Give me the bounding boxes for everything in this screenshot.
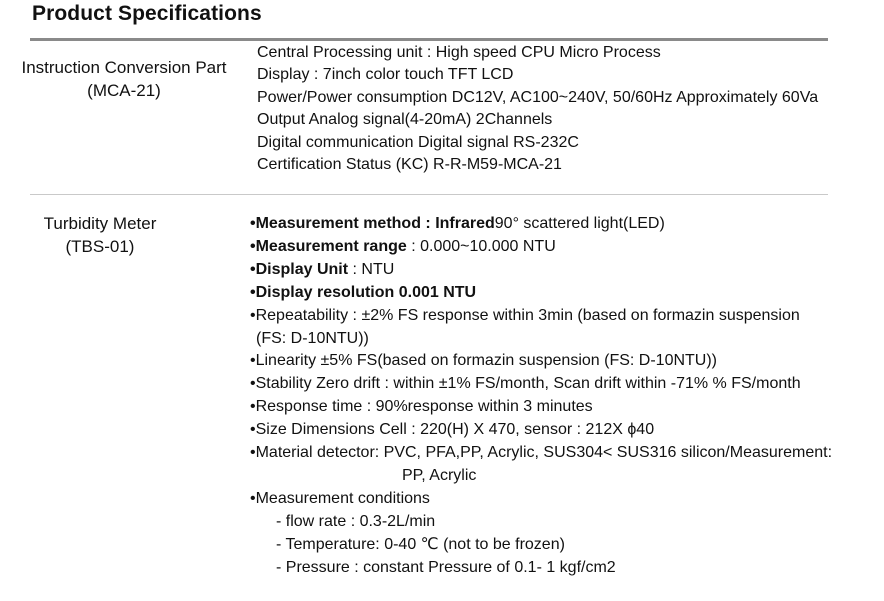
section-divider: [30, 194, 828, 195]
tbs-spec-measurement-method: [250, 213, 832, 236]
tbs-spec-conditions: •Measurement conditions: [250, 489, 430, 507]
mca-section-label: [8, 56, 240, 102]
measurement-method-value: 90° scattered light(LED): [494, 215, 665, 232]
mca-label-line1: Instruction Conversion Part: [21, 58, 227, 77]
tbs-spec-response-time: •Response time : 90%response within 3 minutes: [250, 398, 593, 416]
tbs-spec-size: •Size Dimensions Cell : 220(H) X 470, sensor : 212X ϕ40: [250, 421, 655, 439]
mca-spec-analog-output: Output Analog signal(4-20mA) 2Channels: [257, 111, 553, 129]
mca-spec-certification: Certification Status (KC) R-R-M59-MCA-21: [257, 156, 562, 174]
tbs-spec-linearity: •Linearity ±5% FS(based on formazin suspension (FS: D-10NTU)): [250, 352, 717, 370]
tbs-spec-material-cont: PP, Acrylic: [402, 466, 477, 484]
measurement-method-label: •Measurement method : Infrared: [250, 215, 495, 232]
title-divider: [30, 38, 828, 41]
tbs-section-label: [34, 212, 166, 258]
measurement-range-value: : 0.000~10.000 NTU: [406, 237, 556, 255]
tbs-spec-display-resolution: •Display resolution 0.001 NTU: [250, 283, 477, 301]
tbs-spec-repeatability: •Repeatability : ±2% FS response within 3min (based on formazin suspension: [250, 306, 800, 324]
page-title: Product Specifications: [32, 2, 262, 25]
measurement-range-label: •Measurement range: [250, 237, 407, 255]
tbs-spec-list: [250, 213, 832, 580]
mca-spec-cpu: Central Processing unit : High speed CPU Micro Process: [257, 44, 661, 61]
tbs-spec-display-unit: [250, 259, 832, 282]
display-unit-value: : NTU: [348, 260, 395, 278]
tbs-spec-measurement-range: [250, 236, 832, 259]
tbs-spec-stability: •Stability Zero drift : within ±1% FS/month, Scan drift within -71% % FS/month: [250, 375, 801, 393]
mca-label-line2: (MCA-21): [87, 81, 161, 100]
mca-spec-digital-comm: Digital communication Digital signal RS-232C: [257, 133, 579, 151]
tbs-spec-temperature: - Temperature: 0-40 ℃ (not to be frozen): [276, 535, 565, 553]
mca-spec-power: Power/Power consumption DC12V, AC100~240V, 50/60Hz Approximately 60Va: [257, 88, 819, 106]
mca-spec-list: [257, 42, 818, 176]
mca-spec-display: Display : 7inch color touch TFT LCD: [257, 66, 514, 84]
display-unit-label: •Display Unit: [250, 260, 349, 278]
tbs-spec-flow-rate: - flow rate : 0.3-2L/min: [276, 512, 436, 530]
tbs-spec-repeatability-cont: (FS: D-10NTU)): [256, 329, 369, 347]
tbs-spec-pressure: - Pressure : constant Pressure of 0.1- 1 kgf/cm2: [276, 558, 616, 576]
tbs-spec-material: •Material detector: PVC, PFA,PP, Acrylic, SUS304< SUS316 silicon/Measurement:: [250, 444, 833, 462]
tbs-label-line1: Turbidity Meter: [43, 214, 157, 233]
tbs-label-line2: (TBS-01): [65, 237, 135, 256]
